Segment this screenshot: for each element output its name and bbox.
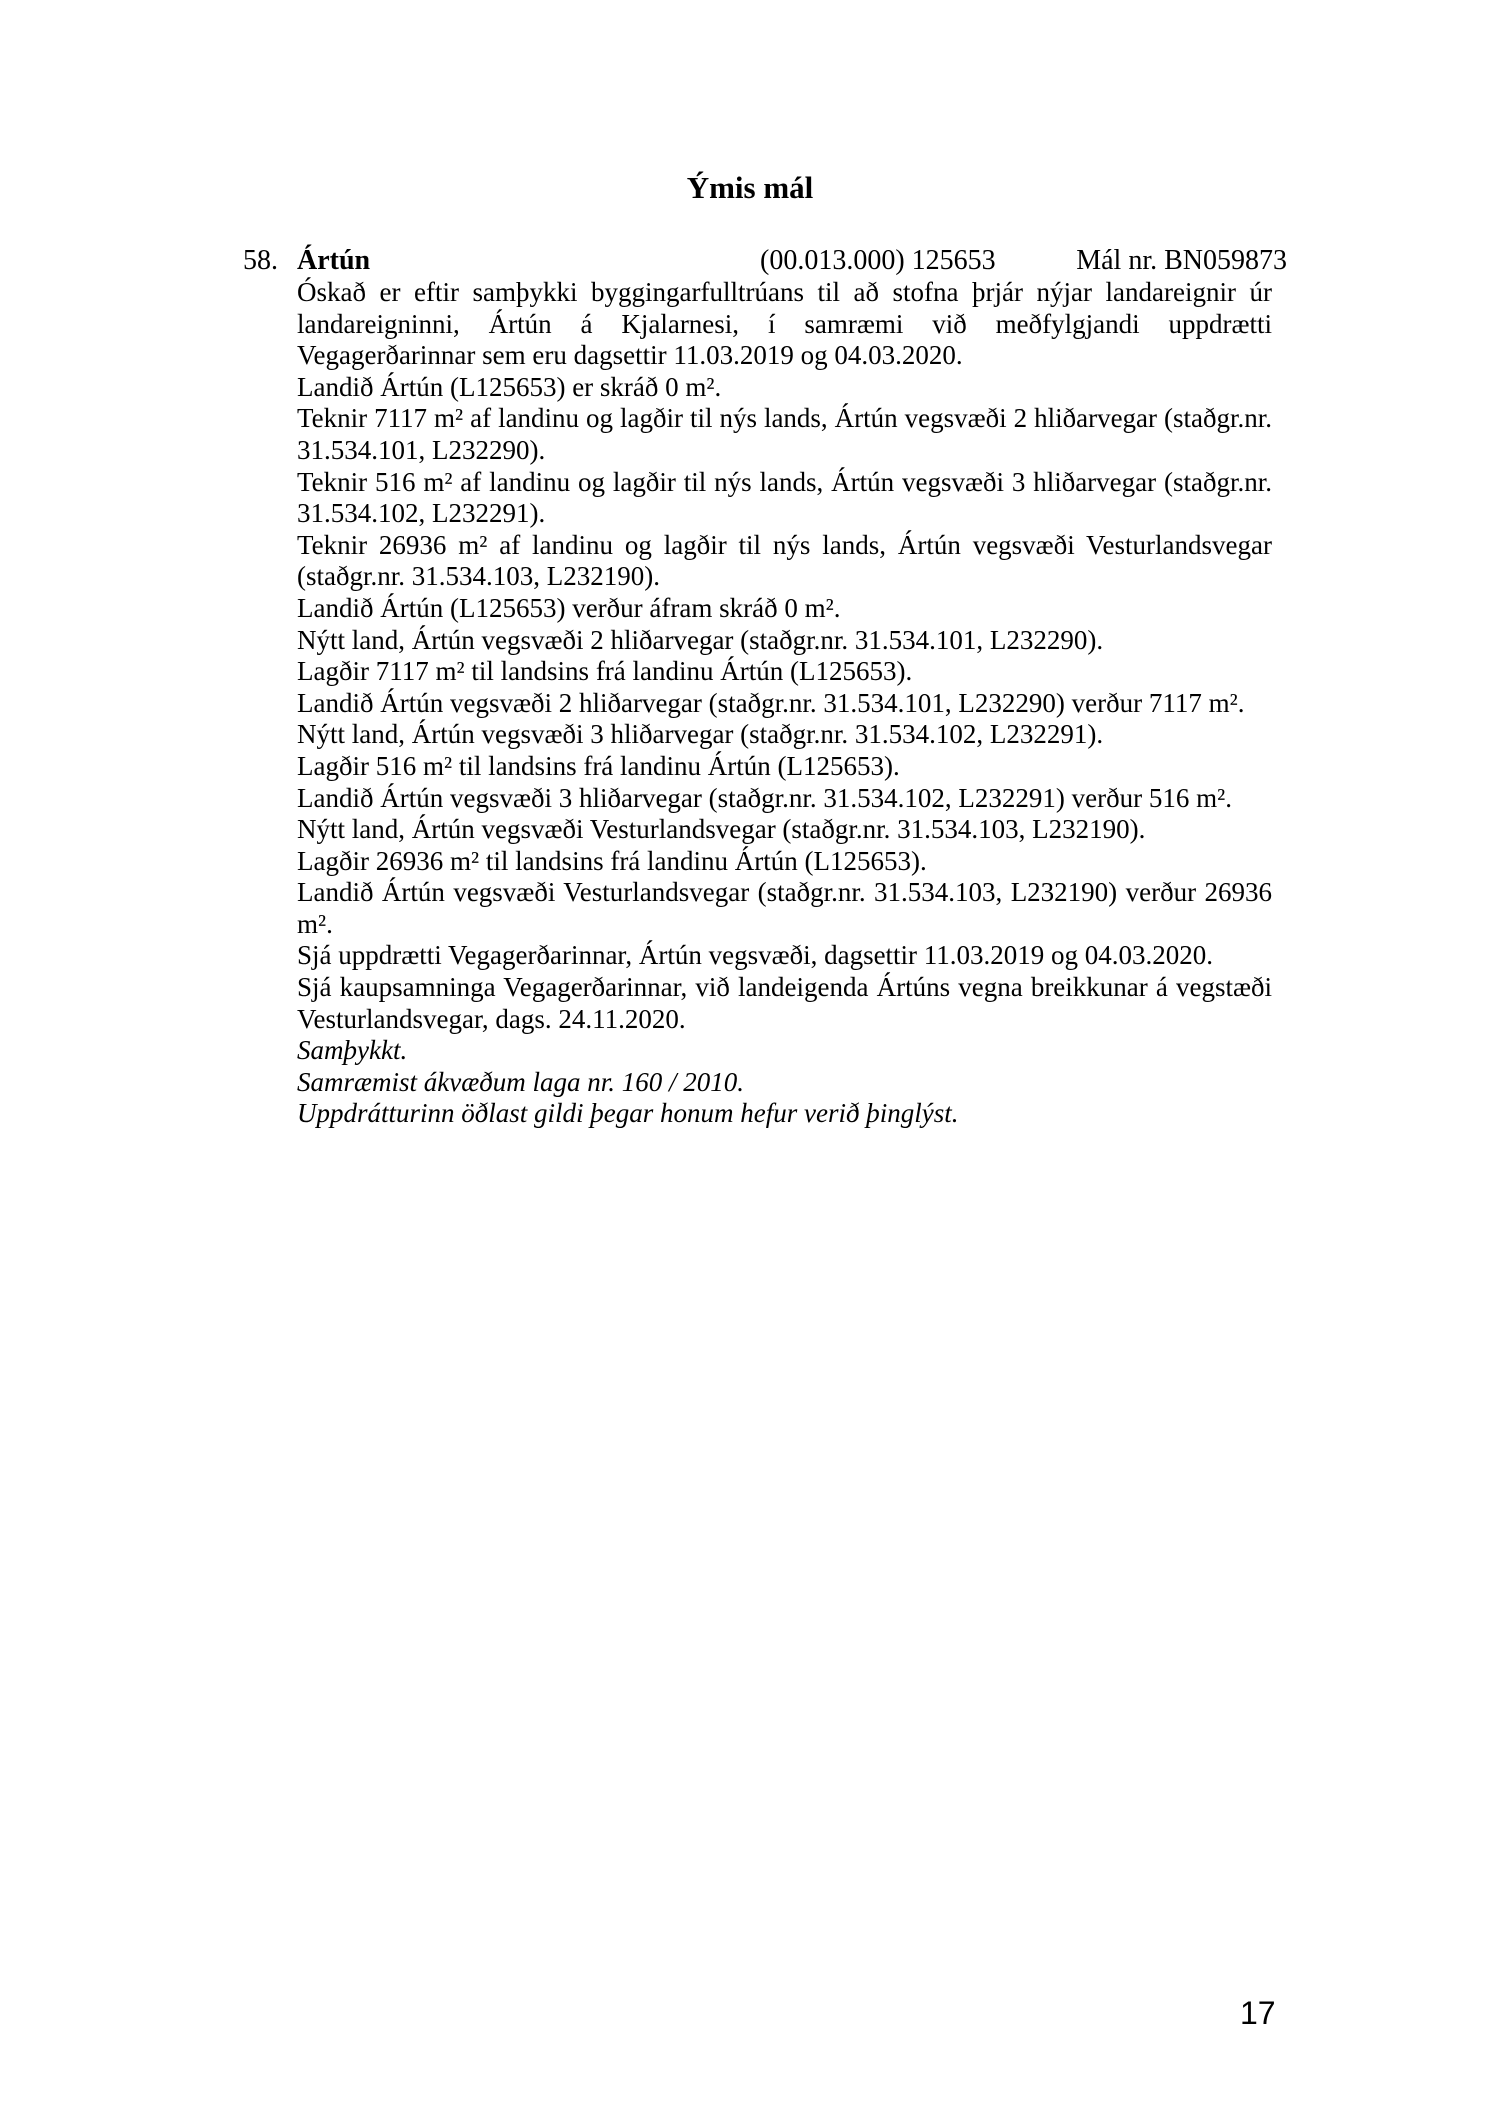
item-paragraph: Lagðir 7117 m² til landsins frá landinu Ártún (L125653). (297, 656, 913, 687)
item-paragraph: Samræmist ákvæðum laga nr. 160 / 2010. (297, 1066, 745, 1097)
item-paragraph: Nýtt land, Ártún vegsvæði Vesturlandsvegar (staðgr.nr. 31.534.103, L232190). (297, 814, 1146, 845)
item-header (243, 245, 1287, 277)
item-paragraph: Landið Ártún (L125653) er skráð 0 m². (297, 371, 722, 402)
item-paragraph: Landið Ártún vegsvæði Vesturlandsvegar (staðgr.nr. 31.534.103, L232190) verður 26936 m². (297, 877, 1272, 939)
item-body (297, 277, 1272, 1130)
item-case-number: Mál nr. BN059873 (1076, 245, 1287, 276)
item-paragraph: Uppdrátturinn öðlast gildi þegar honum hefur verið þinglýst. (297, 1098, 959, 1129)
item-paragraph: Lagðir 26936 m² til landsins frá landinu Ártún (L125653). (297, 845, 927, 876)
item-paragraph: Lagðir 516 m² til landsins frá landinu Ártún (L125653). (297, 750, 900, 781)
item-paragraph: Óskað er eftir samþykki byggingarfulltrúans til að stofna þrjár nýjar landareignir úr landareigninni, Ártún á Kjalarnesi, í samræmi við meðfylgjandi uppdrætti Vegagerðarinnar sem eru dagsettir 11.03.2019 og 04.03.2020. (297, 277, 1272, 371)
item-name: Ártún (297, 245, 371, 276)
item-paragraph: Landið Ártún vegsvæði 2 hliðarvegar (staðgr.nr. 31.534.101, L232290) verður 7117 m². (297, 687, 1245, 718)
item-paragraph: Teknir 7117 m² af landinu og lagðir til nýs lands, Ártún vegsvæði 2 hliðarvegar (staðgr.nr. 31.534.101, L232290). (297, 403, 1272, 465)
section-title: Ýmis mál (686, 170, 814, 205)
page-number: 17 (1240, 1995, 1276, 2031)
item-paragraph: Teknir 516 m² af landinu og lagðir til nýs lands, Ártún vegsvæði 3 hliðarvegar (staðgr.nr. 31.534.102, L232291). (297, 466, 1272, 529)
item-paragraph: Sjá kaupsamninga Vegagerðarinnar, við landeigenda Ártúns vegna breikkunar á vegstæði Vesturlandsvegar, dags. 24.11.2020. (297, 972, 1272, 1034)
agenda-item (243, 245, 1287, 1130)
item-property-code: (00.013.000) 125653 (760, 245, 996, 276)
item-paragraph: Nýtt land, Ártún vegsvæði 2 hliðarvegar (staðgr.nr. 31.534.101, L232290). (297, 624, 1104, 655)
item-paragraph: Nýtt land, Ártún vegsvæði 3 hliðarvegar (staðgr.nr. 31.534.102, L232291). (297, 719, 1104, 750)
item-paragraph: Landið Ártún (L125653) verður áfram skráð 0 m². (297, 592, 841, 623)
item-paragraph: Landið Ártún vegsvæði 3 hliðarvegar (staðgr.nr. 31.534.102, L232291) verður 516 m². (297, 782, 1232, 813)
item-paragraph: Teknir 26936 m² af landinu og lagðir til nýs lands, Ártún vegsvæði Vesturlandsvegar (staðgr.nr. 31.534.103, L232190). (297, 529, 1272, 592)
item-paragraph: Samþykkt. (297, 1035, 408, 1066)
item-number: 58. (243, 245, 278, 276)
item-paragraph: Sjá uppdrætti Vegagerðarinnar, Ártún vegsvæði, dagsettir 11.03.2019 og 04.03.2020. (297, 940, 1214, 971)
